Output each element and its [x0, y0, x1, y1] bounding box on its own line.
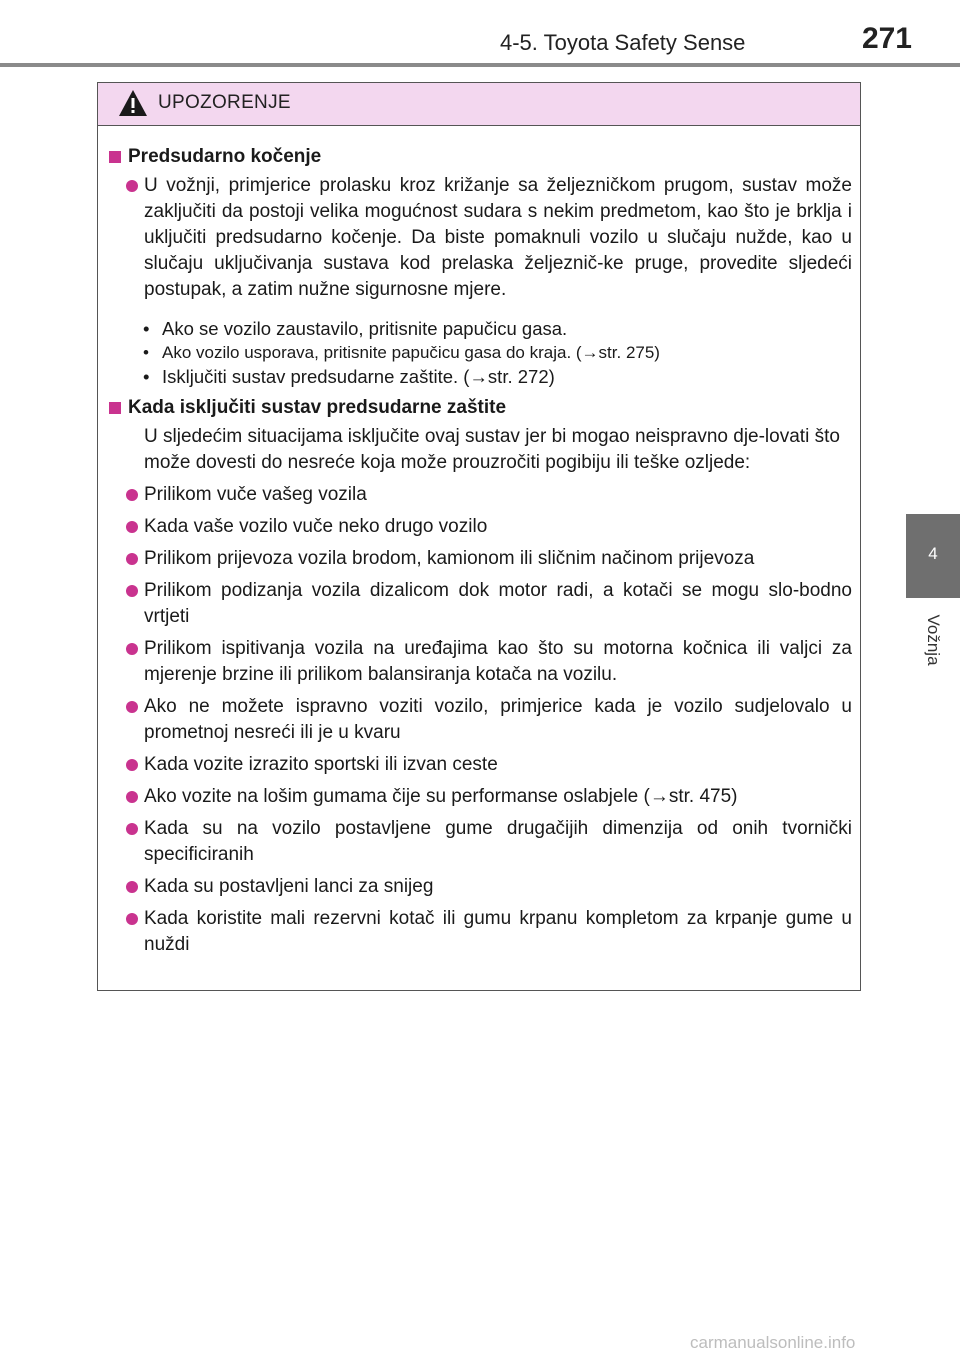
chapter-side-label: [908, 605, 958, 675]
list-item-text: Ako ne možete ispravno voziti vozilo, primjerice kada je vozilo sudjelovalo u prometnoj nesreći ili je u kvaru: [144, 696, 852, 743]
list-item: [106, 514, 852, 540]
list-item-text: Kada su na vozilo postavljene gume drugačijih dimenzija od onih tvornički specificiranih: [144, 818, 852, 865]
list-item: [106, 173, 852, 303]
bullet-dot-icon: [126, 553, 138, 565]
bullet-dot-icon: [126, 881, 138, 893]
sub-list-item: [106, 365, 852, 389]
bullet-dot-icon: [126, 489, 138, 501]
list-item: [106, 578, 852, 630]
header-rule: [0, 63, 960, 67]
sub-bullet-icon: •: [143, 318, 150, 339]
list-item-text: Ako vozite na lošim gumama čije su performanse oslabjele (→str. 475): [144, 786, 738, 807]
list-item-text: Prilikom podizanja vozila dizalicom dok motor radi, a kotači se mogu slo-bodno vrtjeti: [144, 580, 852, 627]
warning-triangle-icon: [118, 89, 148, 117]
list-item-text: Kada su postavljeni lanci za snijeg: [144, 876, 434, 897]
list-item-text: U vožnji, primjerice prolasku kroz križanje sa željezničkom prugom, sustav može zaključiti da postoji velika mogućnost sudara s nekim predmetom, kao što je brklja i uključiti predsudarno kočenje. Da biste pomaknuli vozilo u slučaju nužde, kao u slučaju uključivanja sustava kod prelaska željeznič-ke pruge, provedite sljedeći postupak, a zatim nužne sigurnosne mjere.: [144, 175, 852, 300]
list-item: [106, 816, 852, 868]
list-item-text: Prilikom vuče vašeg vozila: [144, 484, 367, 505]
sub-list-item: [106, 341, 852, 365]
chapter-label-text: Vožnja: [924, 614, 943, 666]
list-item: [106, 784, 852, 810]
warning-header: [98, 83, 860, 126]
bullet-dot-icon: [126, 759, 138, 771]
sub-list-item-text: Ako se vozilo zaustavilo, pritisnite papučicu gasa.: [162, 318, 568, 339]
bullet-dot-icon: [126, 701, 138, 713]
watermark: carmanualsonline.info: [690, 1333, 856, 1352]
bullet-dot-icon: [126, 913, 138, 925]
bullet-dot-icon: [126, 585, 138, 597]
page-number: 271: [861, 22, 912, 55]
list-item-text: Kada vaše vozilo vuče neko drugo vozilo: [144, 516, 488, 537]
bullet-dot-icon: [126, 823, 138, 835]
section-heading: [106, 144, 852, 170]
list-item: [106, 752, 852, 778]
sub-list-item: [106, 317, 852, 341]
warning-title: UPOZORENJE: [158, 92, 291, 113]
chapter-side-tab[interactable]: [906, 514, 960, 598]
section-heading-text: Predsudarno kočenje: [128, 146, 322, 167]
section-heading-text: Kada isključiti sustav predsudarne zaštite: [128, 397, 507, 418]
list-item-text: Kada koristite mali rezervni kotač ili gumu krpanu kompletom za krpanje gume u nuždi: [144, 908, 852, 955]
list-item: [106, 694, 852, 746]
section-marker-icon: [109, 402, 121, 414]
list-item: [106, 482, 852, 508]
sub-list-item-text: Isključiti sustav predsudarne zaštite. (→str. 272): [162, 366, 555, 387]
sub-list-item-text: Ako vozilo usporava, pritisnite papučicu gasa do kraja. (→str. 275): [162, 343, 660, 362]
chapter-number: 4: [928, 544, 938, 563]
warning-body: [98, 126, 860, 958]
bullet-dot-icon: [126, 643, 138, 655]
sub-bullet-icon: •: [143, 343, 149, 362]
section-intro: U sljedećim situacijama isključite ovaj sustav jer bi mogao neispravno dje-lovati što može dovesti do nesreće koja može prouzročiti pogibiju ili teške ozljede:: [144, 426, 840, 473]
bullet-dot-icon: [126, 521, 138, 533]
section-heading: [106, 395, 852, 421]
list-item-text: Prilikom ispitivanja vozila na uređajima kao što su motorna kočnica ili valjci za mjerenje brzine ili prilikom balansiranja kotača na vozilu.: [144, 638, 852, 685]
warning-box: [97, 82, 861, 991]
list-item: [106, 906, 852, 958]
sub-bullet-icon: •: [143, 366, 150, 387]
list-item: [106, 546, 852, 572]
list-item: [106, 874, 852, 900]
bullet-dot-icon: [126, 180, 138, 192]
list-item-text: Prilikom prijevoza vozila brodom, kamionom ili sličnim načinom prijevoza: [144, 548, 755, 569]
header-section-title: 4-5. Toyota Safety Sense: [500, 30, 746, 55]
bullet-dot-icon: [126, 791, 138, 803]
list-item-text: Kada vozite izrazito sportski ili izvan ceste: [144, 754, 498, 775]
section-marker-icon: [109, 151, 121, 163]
list-item: [106, 636, 852, 688]
